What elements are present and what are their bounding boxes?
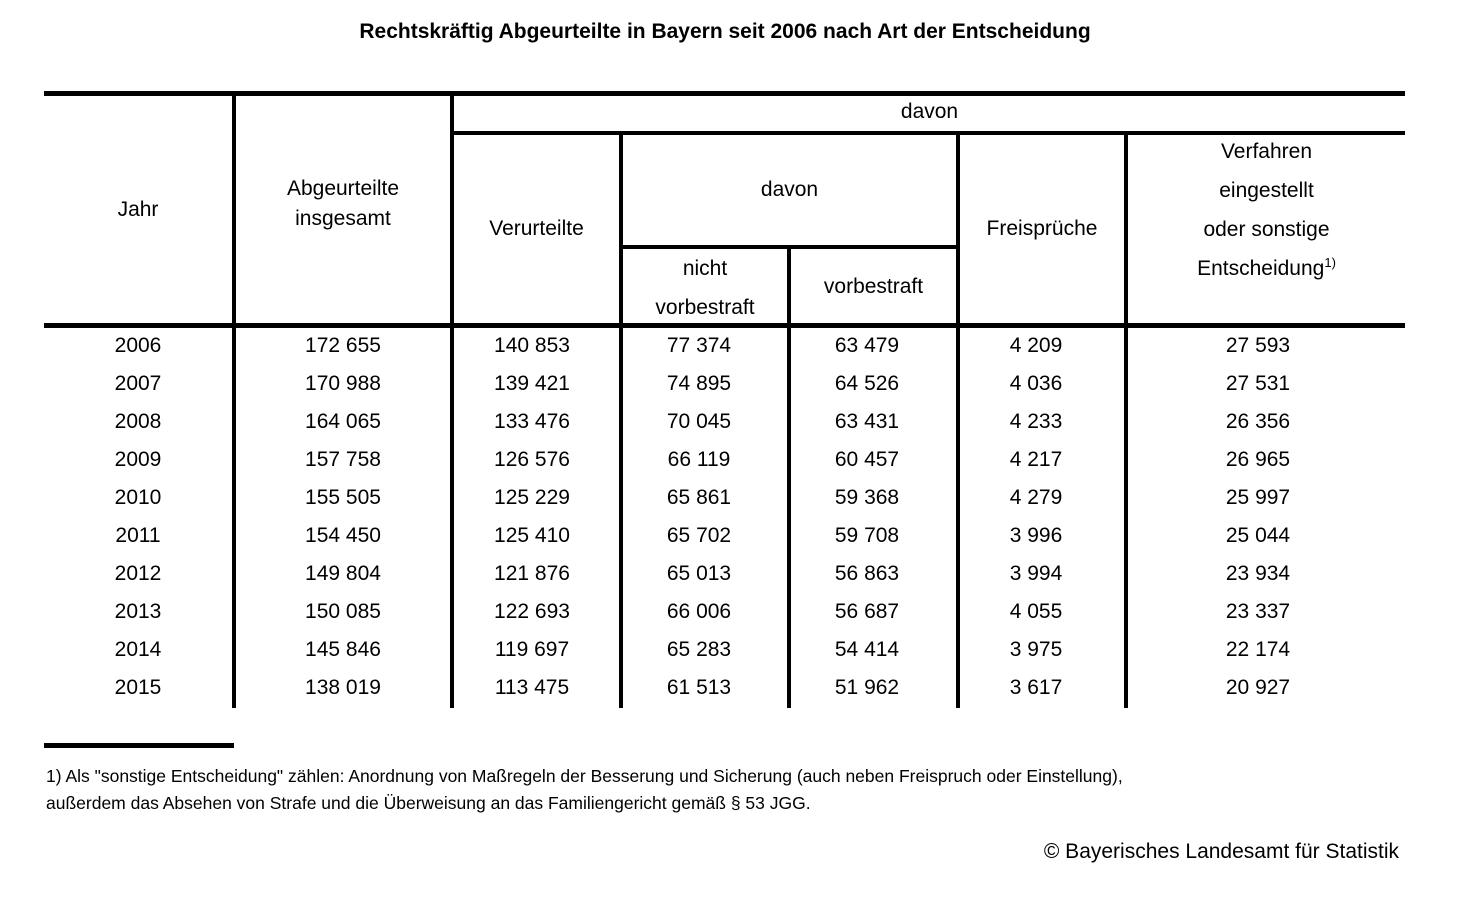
cell-nicht-vorbestraft: 65 861	[666, 486, 732, 509]
header-freisprueche: Freisprüche	[986, 217, 1098, 240]
cell-abgeurteilte: 170 988	[305, 372, 381, 395]
header-abgeurteilte-line1: Abgeurteilte	[286, 177, 400, 200]
cell-verurteilte: 122 693	[494, 600, 570, 623]
header-verfahren-line4	[1128, 249, 1405, 288]
cell-abgeurteilte: 164 065	[305, 410, 381, 433]
header-nicht-line1: nicht	[682, 257, 728, 280]
footnote-line-2: außerdem das Absehen von Strafe und die Überweisung an das Familiengericht gemäß § 53 JGG.	[46, 793, 811, 813]
cell-nicht-vorbestraft: 70 045	[666, 410, 732, 433]
cell-nicht-vorbestraft: 61 513	[666, 676, 732, 699]
cell-verurteilte: 121 876	[494, 562, 570, 585]
cell-nicht-vorbestraft: 66 119	[667, 448, 731, 471]
cell-verurteilte: 133 476	[494, 410, 570, 433]
cell-verfahren: 27 531	[1225, 372, 1291, 395]
cell-abgeurteilte: 138 019	[305, 676, 381, 699]
table-row	[0, 631, 1465, 669]
header-verurteilte: Verurteilte	[489, 217, 584, 240]
cell-freisprueche: 4 217	[1009, 448, 1063, 471]
cell-verfahren: 22 174	[1225, 638, 1291, 661]
cell-vorbestraft: 63 431	[834, 410, 900, 433]
table-row	[0, 517, 1465, 555]
header-abgeurteilte-line2: insgesamt	[295, 207, 391, 230]
cell-verfahren: 26 356	[1225, 410, 1291, 433]
cell-freisprueche: 3 996	[1009, 524, 1063, 547]
cell-freisprueche: 3 617	[1009, 676, 1063, 699]
cell-vorbestraft: 64 526	[834, 372, 900, 395]
cell-jahr: 2008	[114, 410, 162, 433]
cell-vorbestraft: 59 368	[834, 486, 900, 509]
table-row	[0, 365, 1465, 403]
cell-freisprueche: 4 036	[1009, 372, 1063, 395]
cell-verurteilte: 140 853	[494, 334, 570, 357]
cell-verurteilte: 126 576	[494, 448, 570, 471]
cell-verfahren: 27 593	[1225, 334, 1291, 357]
cell-jahr: 2010	[114, 486, 162, 509]
cell-jahr: 2012	[114, 562, 162, 585]
table-row	[0, 441, 1465, 479]
cell-verfahren: 23 934	[1225, 562, 1291, 585]
footnote-line-1: 1) Als "sonstige Entscheidung" zählen: Anordnung von Maßregeln der Besserung und Sicherung (auch neben Freispruch oder Einstellung),	[46, 766, 1123, 786]
cell-verurteilte: 113 475	[494, 676, 570, 699]
cell-nicht-vorbestraft: 77 374	[666, 334, 732, 357]
cell-verurteilte: 119 697	[494, 638, 570, 661]
cell-nicht-vorbestraft: 66 006	[666, 600, 732, 623]
cell-vorbestraft: 56 863	[834, 562, 900, 585]
header-verfahren-line4-text: Entscheidung	[1197, 257, 1325, 280]
cell-jahr: 2015	[114, 676, 162, 699]
cell-abgeurteilte: 172 655	[305, 334, 381, 357]
cell-jahr: 2009	[114, 448, 162, 471]
page-title: Rechtskräftig Abgeurteilte in Bayern seit 2006 nach Art der Entscheidung	[359, 20, 1091, 43]
cell-vorbestraft: 51 962	[834, 676, 900, 699]
table-row	[0, 669, 1465, 707]
header-verfahren-line2: eingestellt	[1219, 179, 1314, 202]
cell-jahr: 2006	[114, 334, 162, 357]
header-vorbestraft: vorbestraft	[823, 275, 924, 298]
cell-freisprueche: 3 975	[1009, 638, 1063, 661]
cell-verfahren: 26 965	[1225, 448, 1291, 471]
table-row	[0, 555, 1465, 593]
table-row	[0, 479, 1465, 517]
cell-freisprueche: 4 209	[1009, 334, 1063, 357]
cell-freisprueche: 4 233	[1009, 410, 1063, 433]
cell-nicht-vorbestraft: 65 283	[666, 638, 732, 661]
table-row	[0, 327, 1465, 365]
footnote	[46, 763, 1426, 817]
cell-nicht-vorbestraft: 74 895	[666, 372, 732, 395]
table-row	[0, 403, 1465, 441]
header-verfahren-line1: Verfahren	[1220, 140, 1313, 163]
cell-verurteilte: 125 229	[494, 486, 570, 509]
footnote-rule	[44, 743, 234, 748]
cell-jahr: 2014	[114, 638, 162, 661]
cell-freisprueche: 3 994	[1009, 562, 1063, 585]
footnote-mark: 1)	[1324, 255, 1336, 270]
cell-verurteilte: 125 410	[494, 524, 570, 547]
cell-vorbestraft: 60 457	[834, 448, 900, 471]
cell-abgeurteilte: 145 846	[305, 638, 381, 661]
cell-jahr: 2007	[114, 372, 162, 395]
cell-verurteilte: 139 421	[494, 372, 570, 395]
cell-abgeurteilte: 155 505	[305, 486, 381, 509]
copyright: © Bayerisches Landesamt für Statistik	[1043, 840, 1399, 863]
header-davon-sub: davon	[760, 178, 819, 201]
header-nicht-line2: vorbestraft	[655, 296, 755, 319]
cell-vorbestraft: 54 414	[834, 638, 900, 661]
header-verfahren	[1128, 132, 1405, 288]
table-row	[0, 593, 1465, 631]
header-verfahren-line3: oder sonstige	[1203, 218, 1330, 241]
cell-verfahren: 25 044	[1225, 524, 1291, 547]
header-jahr: Jahr	[117, 198, 159, 221]
cell-verfahren: 25 997	[1225, 486, 1291, 509]
cell-freisprueche: 4 279	[1009, 486, 1063, 509]
cell-nicht-vorbestraft: 65 702	[666, 524, 732, 547]
header-nicht-vorbestraft	[623, 249, 787, 327]
cell-verfahren: 23 337	[1225, 600, 1291, 623]
cell-nicht-vorbestraft: 65 013	[666, 562, 732, 585]
cell-vorbestraft: 63 479	[834, 334, 900, 357]
cell-jahr: 2011	[115, 524, 161, 547]
cell-abgeurteilte: 149 804	[305, 562, 381, 585]
cell-verfahren: 20 927	[1225, 676, 1291, 699]
cell-abgeurteilte: 154 450	[305, 524, 381, 547]
header-abgeurteilte	[236, 174, 450, 234]
cell-abgeurteilte: 150 085	[305, 600, 381, 623]
header-davon-top: davon	[900, 100, 959, 123]
cell-abgeurteilte: 157 758	[305, 448, 381, 471]
cell-vorbestraft: 59 708	[834, 524, 900, 547]
cell-vorbestraft: 56 687	[834, 600, 900, 623]
cell-freisprueche: 4 055	[1009, 600, 1063, 623]
cell-jahr: 2013	[114, 600, 162, 623]
